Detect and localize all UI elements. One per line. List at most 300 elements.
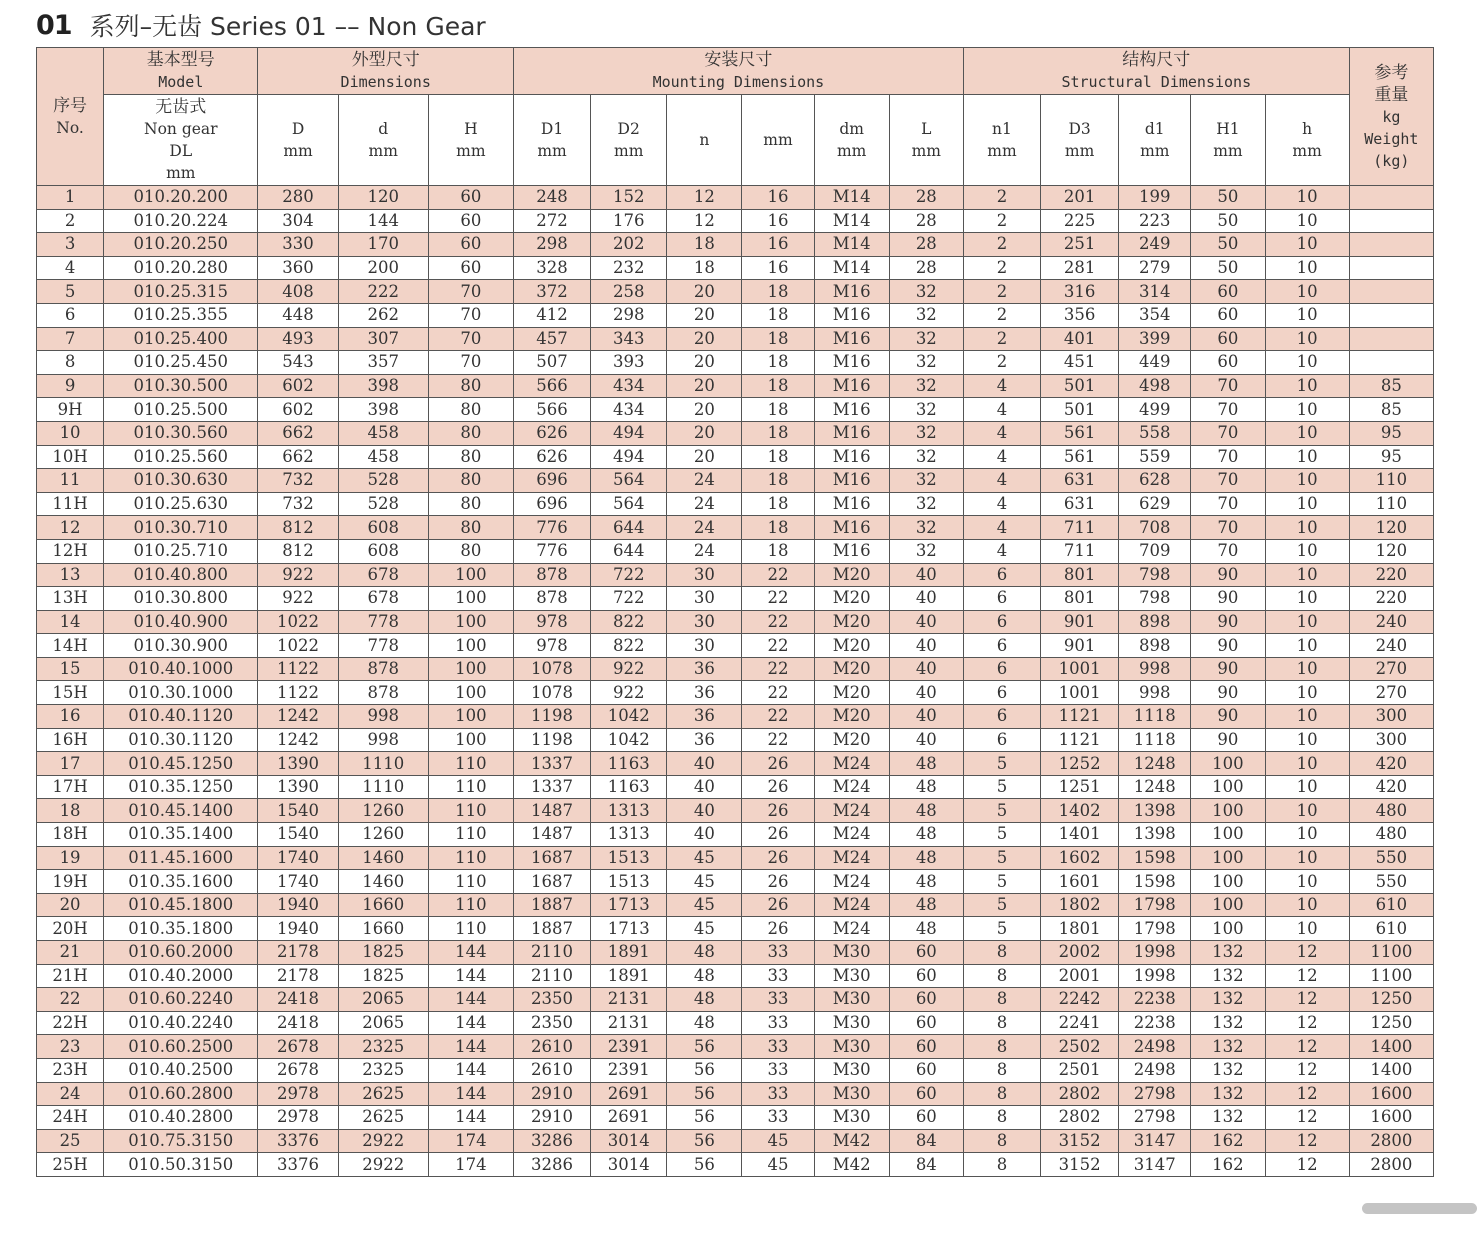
table-cell: 480 [1349,799,1433,823]
table-cell: 8 [963,1106,1040,1130]
table-cell: 644 [591,516,667,540]
table-cell: 100 [428,587,513,611]
table-cell: 33 [742,1106,814,1130]
table-cell: 32 [889,327,963,351]
table-cell: 17H [37,775,104,799]
table-cell: 60 [889,1035,963,1059]
table-cell: 110 [428,775,513,799]
table-cell: 56 [667,1153,742,1177]
table-cell: 566 [513,374,590,398]
table-cell [1349,280,1433,304]
header-mounting [513,48,963,95]
table-row [37,256,1434,280]
table-cell: M30 [814,988,889,1012]
table-cell: M16 [814,539,889,563]
table-cell: 2065 [338,1011,428,1035]
table-cell [1349,209,1433,233]
table-cell [1349,351,1433,375]
table-cell: 8 [963,1058,1040,1082]
table-row [37,351,1434,375]
table-cell: 84 [889,1153,963,1177]
table-cell: 19 [37,846,104,870]
table-row [37,657,1434,681]
table-cell: 1118 [1119,705,1191,729]
table-row [37,917,1434,941]
table-cell: 8 [963,941,1040,965]
table-cell: 550 [1349,846,1433,870]
table-cell: 10 [1265,233,1349,257]
table-cell: 90 [1191,657,1265,681]
table-cell: 3147 [1119,1129,1191,1153]
table-cell: 1460 [338,870,428,894]
table-cell: 1798 [1119,917,1191,941]
column-header-name: H [464,120,478,138]
table-cell: 1940 [258,893,338,917]
table-cell: 1390 [258,752,338,776]
table-cell: 408 [258,280,338,304]
table-cell: 32 [889,445,963,469]
table-cell: 1122 [258,681,338,705]
table-cell: 10 [1265,303,1349,327]
table-cell: 100 [428,563,513,587]
table-cell: M24 [814,823,889,847]
table-cell: 501 [1041,374,1119,398]
table-cell: 10 [1265,681,1349,705]
table-cell: 678 [338,587,428,611]
header-mounting-en: Mounting Dimensions [652,73,825,91]
table-cell: M30 [814,1106,889,1130]
table-cell: 12 [667,209,742,233]
table-cell: 010.30.630 [104,469,258,493]
table-cell: 1001 [1041,681,1119,705]
table-cell: 12 [1265,964,1349,988]
table-cell: 010.35.1800 [104,917,258,941]
table-cell: 1540 [258,799,338,823]
table-cell: 4 [963,374,1040,398]
table-cell: 12 [1265,1011,1349,1035]
table-cell: 610 [1349,917,1433,941]
table-cell: 010.25.500 [104,398,258,422]
table-cell: 22 [742,634,814,658]
table-cell: M16 [814,327,889,351]
table-cell: 10 [1265,421,1349,445]
table-row [37,186,1434,210]
table-cell: 60 [428,256,513,280]
table-cell: 25 [37,1129,104,1153]
table-cell: 711 [1041,516,1119,540]
table-cell: 1250 [1349,1011,1433,1035]
header-mounting-zh: 安装尺寸 [704,50,773,70]
table-row [37,1153,1434,1177]
table-cell: 60 [1191,280,1265,304]
table-cell: 280 [258,186,338,210]
header-no [37,48,104,186]
table-cell: 48 [667,941,742,965]
table-cell: 10 [1265,917,1349,941]
table-cell: 10 [1265,351,1349,375]
table-cell: 357 [338,351,428,375]
table-cell: 5 [963,917,1040,941]
table-cell: 2610 [513,1035,590,1059]
table-cell: 307 [338,327,428,351]
table-cell: 776 [513,539,590,563]
table-cell: 978 [513,634,590,658]
table-cell: 45 [667,846,742,870]
header-no-en: No. [56,118,84,137]
table-cell: 2978 [258,1106,338,1130]
table-cell: 1825 [338,941,428,965]
table-cell: 132 [1191,988,1265,1012]
table-cell: 95 [1349,445,1433,469]
table-cell: 48 [889,846,963,870]
header-model-sub [104,95,258,186]
table-cell: 16 [742,233,814,257]
table-cell: 12 [667,186,742,210]
table-cell: 898 [1119,634,1191,658]
table-cell: 1313 [591,799,667,823]
table-cell: 010.30.900 [104,634,258,658]
table-cell: 2242 [1041,988,1119,1012]
table-cell: 30 [667,563,742,587]
table-cell: 010.60.2800 [104,1082,258,1106]
table-cell: 776 [513,516,590,540]
table-row [37,728,1434,752]
table-cell: 2065 [338,988,428,1012]
table-cell: 5 [963,823,1040,847]
table-cell: 18 [37,799,104,823]
column-header-name: D2 [617,120,640,138]
table-cell: 2625 [338,1106,428,1130]
table-cell: 9H [37,398,104,422]
table-cell: 458 [338,445,428,469]
table-cell: 010.50.3150 [104,1153,258,1177]
table-cell: 70 [428,351,513,375]
table-cell: 1891 [591,964,667,988]
table-cell: M30 [814,941,889,965]
table-cell: 84 [889,1129,963,1153]
table-cell: 1487 [513,823,590,847]
table-cell: 26 [742,893,814,917]
table-cell: 696 [513,469,590,493]
table-cell: 328 [513,256,590,280]
table-cell: 48 [889,870,963,894]
table-cell: 70 [1191,492,1265,516]
table-cell: 010.30.710 [104,516,258,540]
table-cell: 40 [889,681,963,705]
table-cell: 3014 [591,1129,667,1153]
table-cell: 36 [667,681,742,705]
table-cell: 010.35.1600 [104,870,258,894]
table-cell: 1802 [1041,893,1119,917]
table-cell: 398 [338,398,428,422]
table-cell: 262 [338,303,428,327]
table-cell: 662 [258,421,338,445]
table-cell: 1740 [258,846,338,870]
table-row [37,752,1434,776]
column-header-8 [814,95,889,186]
table-cell: 1801 [1041,917,1119,941]
table-cell: 70 [1191,421,1265,445]
column-header-unit: mm [1064,142,1095,160]
column-header-name: n [699,131,710,149]
table-cell: 1248 [1119,775,1191,799]
table-cell: 80 [428,539,513,563]
column-header-unit: mm [1213,142,1243,160]
table-cell: 60 [889,941,963,965]
table-cell: 602 [258,374,338,398]
table-cell [1349,327,1433,351]
table-cell: 174 [428,1153,513,1177]
column-header-name: L [921,120,932,138]
table-cell: 10 [1265,893,1349,917]
table-cell: 393 [591,351,667,375]
table-cell: 60 [428,209,513,233]
table-cell: 998 [338,728,428,752]
table-cell: 30 [667,587,742,611]
table-row [37,823,1434,847]
table-cell: 812 [258,516,338,540]
table-cell: M16 [814,516,889,540]
column-header-unit: mm [614,142,644,160]
table-cell: 100 [1191,752,1265,776]
table-cell: 110 [428,799,513,823]
table-cell: 90 [1191,728,1265,752]
table-row [37,1129,1434,1153]
table-row [37,634,1434,658]
column-header-12 [1119,95,1191,186]
column-header-name: n1 [992,120,1012,138]
table-cell: M16 [814,280,889,304]
table-cell: 24 [667,492,742,516]
table-cell: 1713 [591,893,667,917]
table-cell: 501 [1041,398,1119,422]
table-cell: 48 [889,823,963,847]
table-cell: 559 [1119,445,1191,469]
table-cell: M20 [814,728,889,752]
table-cell: 56 [667,1058,742,1082]
table-cell: 32 [889,398,963,422]
table-cell: 85 [1349,398,1433,422]
table-cell: 26 [742,846,814,870]
table-row [37,799,1434,823]
table-cell: 998 [1119,657,1191,681]
table-cell: 20 [667,303,742,327]
table-cell: 48 [889,799,963,823]
table-cell: 14H [37,634,104,658]
table-cell: M14 [814,186,889,210]
table-body [37,186,1434,1177]
table-cell: 1602 [1041,846,1119,870]
table-cell: 48 [889,752,963,776]
table-cell: 1740 [258,870,338,894]
table-cell: 248 [513,186,590,210]
table-cell: 798 [1119,587,1191,611]
table-cell: 56 [667,1035,742,1059]
table-cell: 998 [1119,681,1191,705]
table-cell: 2 [963,256,1040,280]
header-model-sub-zh: 无齿式 [155,97,207,117]
table-cell: 1401 [1041,823,1119,847]
table-row [37,421,1434,445]
table-cell: 132 [1191,1058,1265,1082]
table-cell: 70 [1191,516,1265,540]
table-row [37,870,1434,894]
table-cell: 1600 [1349,1082,1433,1106]
table-cell: 48 [889,775,963,799]
table-cell: 32 [889,492,963,516]
column-header-unit: mm [537,142,567,160]
table-cell: 40 [889,634,963,658]
table-cell: 100 [1191,870,1265,894]
header-no-zh: 序号 [53,95,88,116]
table-cell: 80 [428,492,513,516]
table-cell: 1100 [1349,941,1433,965]
header-dimensions [258,48,514,95]
column-header-name: dm [839,120,864,138]
table-cell: 5 [963,893,1040,917]
table-row [37,303,1434,327]
table-cell: 314 [1119,280,1191,304]
table-cell: M16 [814,398,889,422]
table-cell: 878 [513,563,590,587]
table-cell: 1687 [513,870,590,894]
header-dimensions-en: Dimensions [340,73,431,91]
table-cell: 3 [37,233,104,257]
table-cell: 901 [1041,610,1119,634]
table-cell: 132 [1191,1106,1265,1130]
table-cell: 18 [742,374,814,398]
table-cell: 010.20.200 [104,186,258,210]
table-cell: 507 [513,351,590,375]
table-cell: 678 [338,563,428,587]
table-cell: 40 [667,775,742,799]
table-cell: 1660 [338,917,428,941]
table-cell: 60 [1191,303,1265,327]
table-cell: 2 [963,233,1040,257]
table-cell: 2678 [258,1058,338,1082]
table-cell: 19H [37,870,104,894]
table-cell: M30 [814,1058,889,1082]
table-cell: 1118 [1119,728,1191,752]
table-cell: 10 [1265,752,1349,776]
table-cell: 608 [338,539,428,563]
table-cell: 20 [667,445,742,469]
table-cell: 100 [428,681,513,705]
table-cell: M20 [814,681,889,705]
table-cell: 162 [1191,1129,1265,1153]
table-cell: 494 [591,421,667,445]
table-cell: 1825 [338,964,428,988]
table-cell: 1121 [1041,705,1119,729]
table-cell: 372 [513,280,590,304]
table-cell: 32 [889,303,963,327]
table-cell: 3147 [1119,1153,1191,1177]
table-cell: 17 [37,752,104,776]
table-cell: 8 [963,1129,1040,1153]
table-cell: M24 [814,846,889,870]
table-cell: 11 [37,469,104,493]
table-cell: 26 [742,823,814,847]
header-dimensions-zh: 外型尺寸 [351,50,420,70]
table-cell: 144 [428,1058,513,1082]
table-row [37,941,1434,965]
table-cell: 010.25.560 [104,445,258,469]
table-cell: 100 [1191,823,1265,847]
table-cell: 60 [889,988,963,1012]
table-cell: 1687 [513,846,590,870]
column-header-unit: mm [911,142,942,160]
table-cell: 12 [1265,1129,1349,1153]
table-cell: 48 [889,893,963,917]
table-cell: 70 [1191,469,1265,493]
table-cell: 010.30.800 [104,587,258,611]
header-model-sub-dl: DL [169,142,193,160]
table-cell: 80 [428,421,513,445]
column-header-5 [591,95,667,186]
table-cell: 80 [428,516,513,540]
table-cell: 1398 [1119,823,1191,847]
table-cell: 60 [889,1106,963,1130]
table-cell: 4 [963,421,1040,445]
table-cell: 144 [428,1082,513,1106]
table-cell: 120 [1349,516,1433,540]
table-cell: 232 [591,256,667,280]
table-cell: 4 [963,445,1040,469]
table-cell: M20 [814,657,889,681]
table-row [37,1082,1434,1106]
table-cell: 18 [742,303,814,327]
table-cell: 100 [428,728,513,752]
table-cell [1349,303,1433,327]
table-cell: 10 [1265,610,1349,634]
table-cell: 5 [963,846,1040,870]
table-cell: 722 [591,563,667,587]
table-cell: 13 [37,563,104,587]
column-header-1 [258,95,338,186]
horizontal-scrollbar[interactable] [1362,1203,1477,1214]
column-header-name: D3 [1068,120,1091,138]
table-cell: 010.60.2240 [104,988,258,1012]
table-row [37,492,1434,516]
table-cell: 010.25.710 [104,539,258,563]
table-cell: 010.45.1400 [104,799,258,823]
column-header-name: D1 [540,120,564,138]
table-cell: 24 [37,1082,104,1106]
table-cell: 2678 [258,1035,338,1059]
table-cell: 100 [1191,846,1265,870]
table-row [37,1106,1434,1130]
table-cell: 270 [1349,681,1433,705]
table-cell: 1940 [258,917,338,941]
table-cell: 010.30.500 [104,374,258,398]
header-structural-en: Structural Dimensions [1061,73,1252,91]
table-cell: 1022 [258,634,338,658]
table-cell: 13H [37,587,104,611]
table-cell: 602 [258,398,338,422]
table-row [37,233,1434,257]
table-cell: M16 [814,421,889,445]
table-cell: 922 [591,657,667,681]
table-cell: 95 [1349,421,1433,445]
table-cell: 010.40.800 [104,563,258,587]
table-cell: 162 [1191,1153,1265,1177]
table-cell: 2502 [1041,1035,1119,1059]
table-cell: 2391 [591,1035,667,1059]
table-cell: 12 [1265,1082,1349,1106]
table-cell: 10 [1265,209,1349,233]
table-cell: 3152 [1041,1153,1119,1177]
table-cell: 2418 [258,988,338,1012]
